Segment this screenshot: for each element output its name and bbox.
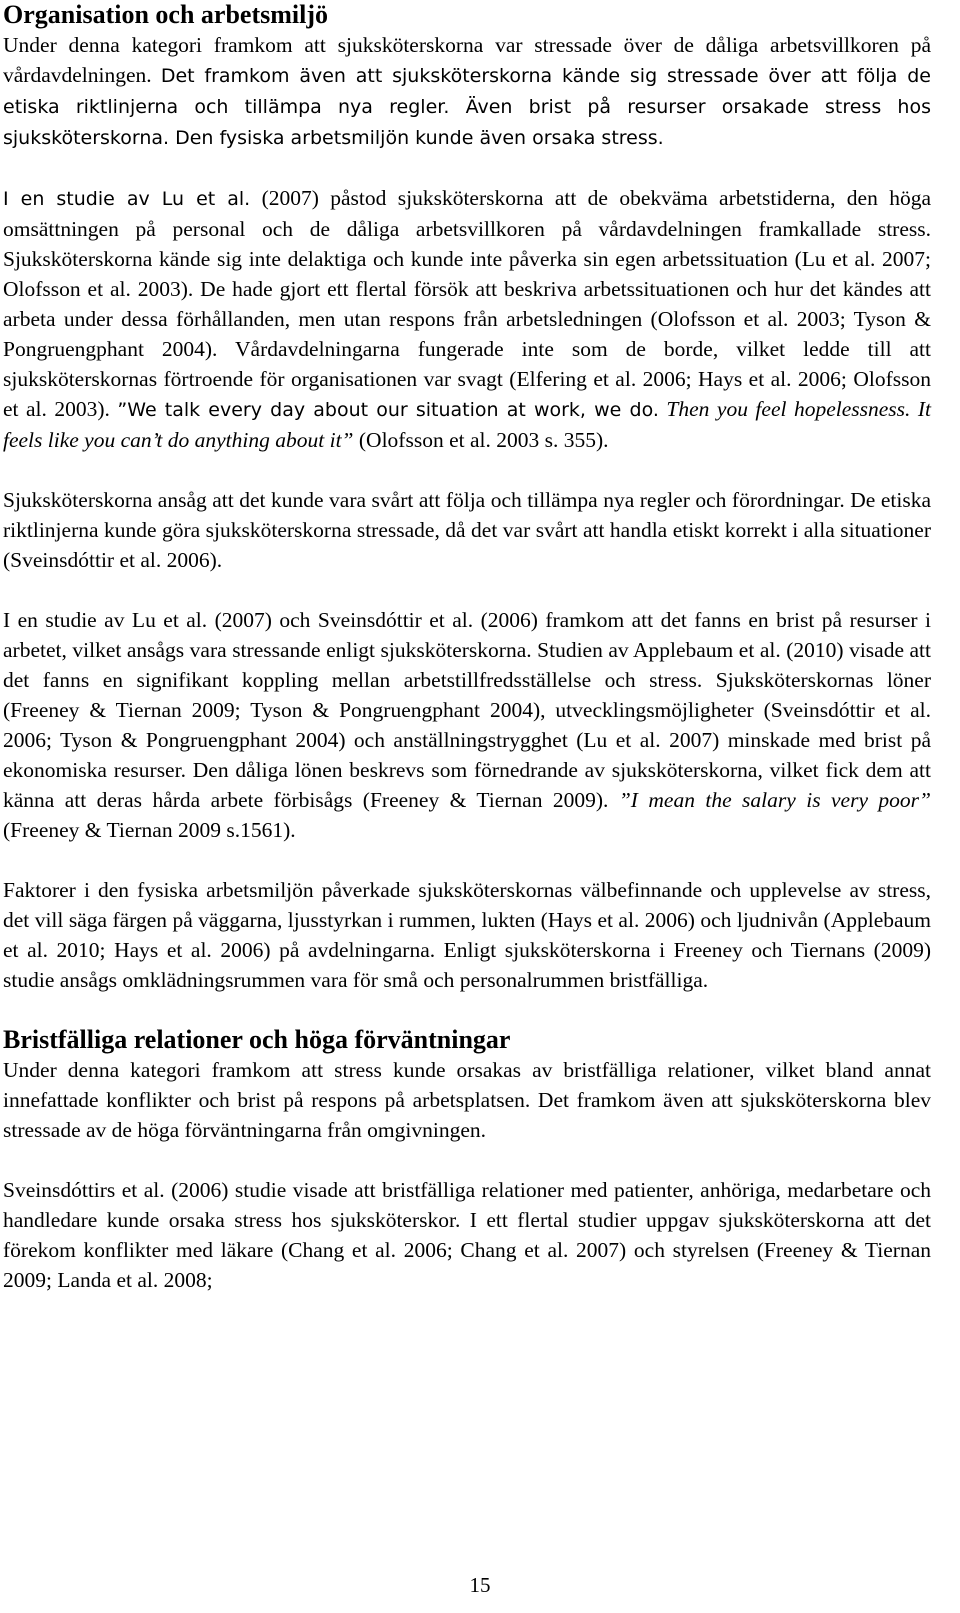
paragraph-gap — [3, 1145, 931, 1175]
intro-serif-text: Under denna kategori framkom att sjuksköterskorna var stressade över de dåliga arbetsvillkoren på vårdavdelningen. — [3, 33, 931, 87]
section-intro-organisation — [3, 30, 931, 153]
lu-study-quote-plain: ”We talk every day about our situation at work, we do. — [117, 399, 659, 421]
paragraph-gap — [3, 153, 931, 183]
resources-body: I en studie av Lu et al. (2007) och Sveinsdóttir et al. (2006) framkom att det fanns en brist på resurser i arbetet, vilket ansågs vara stressande enligt sjuksköterskorna. Studien av Applebaum et al. (2010) visade att det fanns en signifikant koppling mellan arbetstillfredsställelse och stress. Sjuksköterskornas löner (Freeney & Tiernan 2009; Tyson & Pongruengphant 2004), utvecklingsmöjligheter (Sveinsdóttir et al. 2006; Tyson & Pongruengphant 2004) och anställningstrygghet (Lu et al. 2007) minskade med brist på ekonomiska resurser. Den dåliga lönen beskrevs som förnedrande av sjuksköterskorna, vilket fick dem att känna att deras hårda arbete förbisågs (Freeney & Tiernan 2009). — [3, 608, 931, 812]
paragraph-gap — [3, 575, 931, 605]
resources-quote: ”I mean the salary is very poor” — [618, 788, 931, 812]
lu-study-body: (2007) påstod sjuksköterskorna att de obekväma arbetstiderna, den höga omsättningen på personal och de dåliga arbetsvillkoren på vårdavdelningen framkallade stress. Sjuksköterskorna kände sig inte delaktiga och kunde inte påverka sin egen arbetssituation (Lu et al. 2007; Olofsson et al. 2003). De hade gjort ett flertal försök att beskriva arbetssituationen och hur det kändes att arbeta under dessa förhållanden, men utan respons från arbetsledningen (Olofsson et al. 2003; Tyson & Pongruengphant 2004). Vårdavdelningarna fungerade inte som de borde, vilket ledde till att sjuksköterskornas förtroende för organisationen var svagt (Elfering et al. 2006; Hays et al. 2006; Olofsson et al. 2003). — [3, 186, 932, 421]
paragraph-resources — [3, 605, 931, 845]
lu-study-lead: I en studie av Lu et al. — [3, 188, 251, 210]
paragraph-gap — [3, 995, 931, 1025]
section-intro-relations: Under denna kategori framkom att stress kunde orsakas av bristfälliga relationer, vilket bland annat innefattade konflikter och brist på respons på arbetsplatsen. Det framkom även att sjuksköterskorna blev stressade av de höga förväntningarna från omgivningen. — [3, 1058, 931, 1142]
paragraph-lu-study — [3, 183, 931, 455]
paragraph-physical-environment: Faktorer i den fysiska arbetsmiljön påverkade sjuksköterskornas välbefinnande och upplevelse av stress, det vill säga färgen på väggarna, ljusstyrkan i rummen, lukten (Hays et al. 2006) och ljudnivån (Applebaum et al. 2010; Hays et al. 2006) på avdelningarna. Enligt sjuksköterskorna i Freeney och Tiernans (2009) studie ansågs omklädningsrummen vara för små och personalrummen bristfälliga. — [3, 878, 931, 992]
paragraph-gap — [3, 455, 931, 485]
page-number: 15 — [469, 1573, 491, 1597]
section-heading-organisation: Organisation och arbetsmiljö — [3, 0, 328, 29]
intro-sans-text: Det framkom även att sjuksköterskorna kände sig stressade över att följa de etiska riktlinjerna och tillämpa nya regler. Även brist på resurser orsakade stress hos sjuksköterskorna. Den fysiska arbetsmiljön kunde även orsaka stress. — [3, 65, 932, 149]
lu-study-citation: (Olofsson et al. 2003 s. 355). — [358, 428, 609, 452]
resources-citation: (Freeney & Tiernan 2009 s.1561). — [3, 818, 296, 842]
section-heading-relations: Bristfälliga relationer och höga förväntningar — [3, 1025, 511, 1054]
paragraph-ethics: Sjuksköterskorna ansåg att det kunde vara svårt att följa och tillämpa nya regler och förordningar. De etiska riktlinjerna kunde göra sjuksköterskorna stressade, då det var svårt att handla etiskt korrekt i alla situationer (Sveinsdóttir et al. 2006). — [3, 488, 931, 572]
page-content — [3, 0, 931, 1295]
paragraph-relations: Sveinsdóttirs et al. (2006) studie visade att bristfälliga relationer med patienter, anhöriga, medarbetare och handledare kunde orsaka stress hos sjuksköterskor. I ett flertal studier uppgav sjuksköterskorna att det förekom konflikter med läkare (Chang et al. 2006; Chang et al. 2007) och styrelsen (Freeney & Tiernan 2009; Landa et al. 2008; — [3, 1178, 931, 1292]
lu-study-quote-italic: Then you feel hopelessness. It feels like you can’t do anything about it” — [3, 397, 932, 452]
paragraph-gap — [3, 845, 931, 875]
